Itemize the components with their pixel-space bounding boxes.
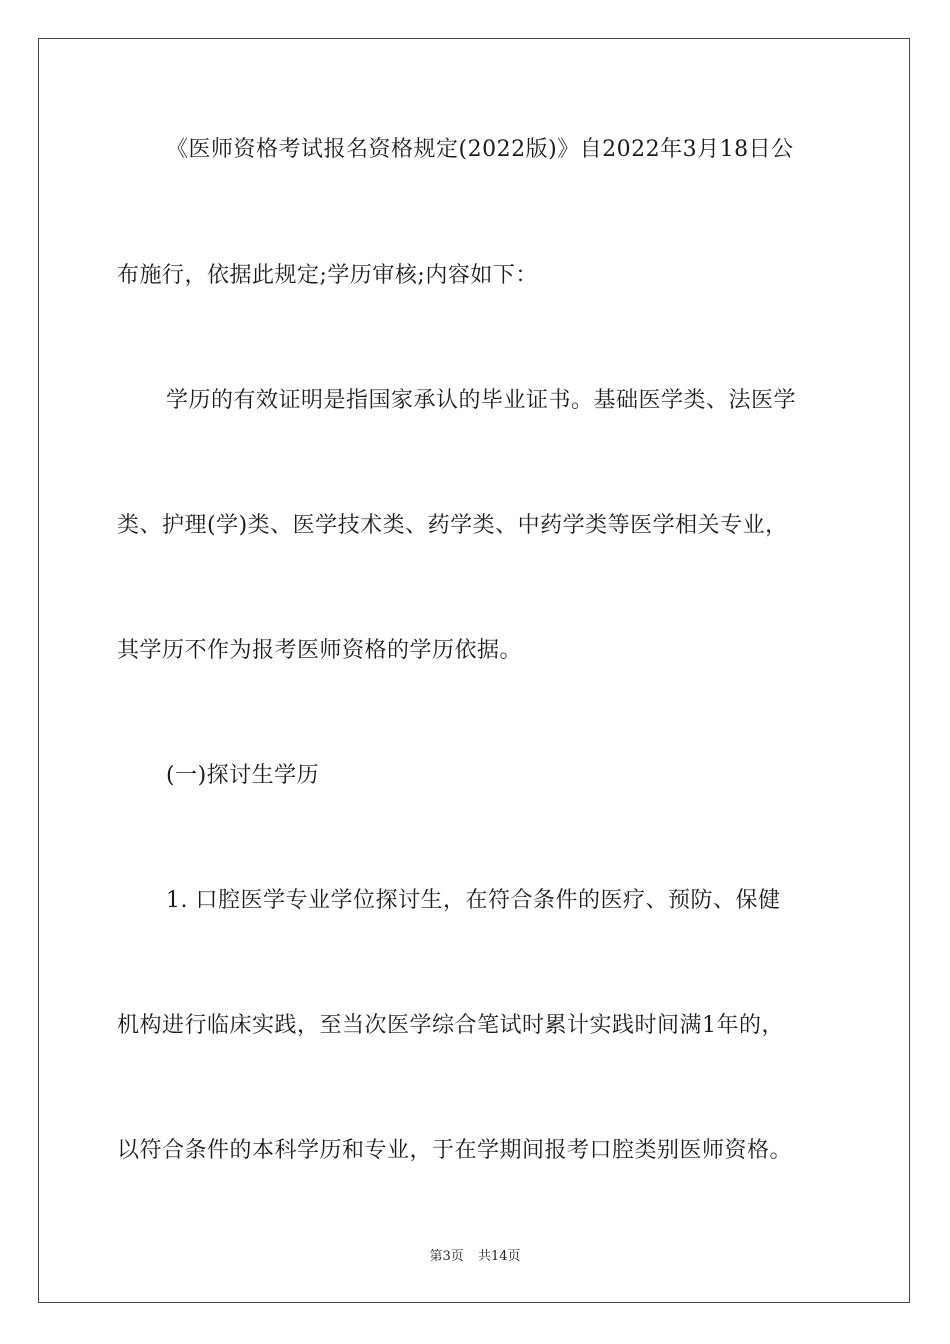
page-footer — [0, 1248, 950, 1266]
paragraph-line: 1. 口腔医学专业学位探讨生，在符合条件的医疗、预防、保健 — [166, 888, 781, 913]
section-heading: (一)探讨生学历 — [166, 763, 320, 788]
page-total: 共14页 — [477, 1249, 521, 1264]
paragraph-line: 机构进行临床实践，至当次医学综合笔试时累计实践时间满1年的， — [117, 1013, 784, 1038]
page-number: 第3页 — [429, 1249, 464, 1264]
paragraph-line: 以符合条件的本科学历和专业，于在学期间报考口腔类别医师资格。 — [117, 1138, 793, 1163]
paragraph-line: 学历的有效证明是指国家承认的毕业证书。基础医学类、法医学 — [166, 388, 797, 413]
paragraph-line: 《医师资格考试报名资格规定(2022版)》自2022年3月18日公 — [166, 137, 794, 162]
page-border — [38, 38, 910, 1303]
paragraph-line: 类、护理(学)类、医学技术类、药学类、中药学类等医学相关专业， — [117, 513, 788, 538]
paragraph-line: 布施行，依据此规定;学历审核;内容如下： — [117, 263, 538, 288]
paragraph-line: 其学历不作为报考医师资格的学历依据。 — [117, 638, 523, 663]
